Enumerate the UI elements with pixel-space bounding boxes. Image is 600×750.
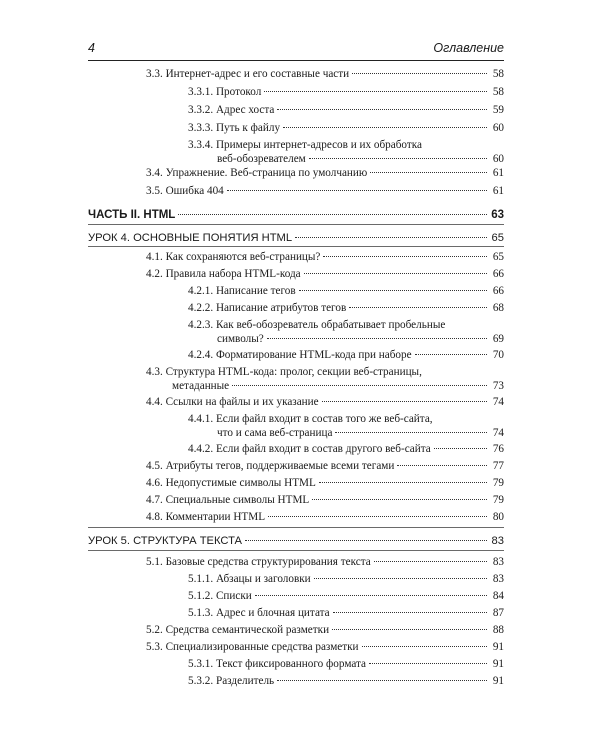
leader-dots bbox=[283, 127, 487, 128]
toc-entry-3-3-1[interactable] bbox=[188, 85, 504, 99]
entry-page: 91 bbox=[492, 641, 504, 653]
entry-title: 4.6. Недопустимые символы HTML bbox=[146, 477, 316, 489]
entry-page: 61 bbox=[492, 167, 504, 179]
section-rule bbox=[88, 527, 504, 528]
leader-dots bbox=[264, 91, 487, 92]
entry-title-cont: метаданные bbox=[172, 380, 230, 392]
entry-page: 88 bbox=[492, 624, 504, 636]
leader-dots bbox=[178, 214, 487, 215]
entry-page: 83 bbox=[492, 573, 504, 585]
toc-entry-4-6[interactable] bbox=[146, 476, 504, 490]
leader-dots bbox=[369, 663, 487, 664]
entry-title: 3.3.2. Адрес хоста bbox=[188, 104, 275, 116]
toc-entry-5-1-1[interactable] bbox=[188, 572, 504, 586]
toc-entry-3-3[interactable] bbox=[146, 67, 504, 81]
entry-title-cont: символы? bbox=[217, 333, 264, 345]
entry-page: 69 bbox=[492, 333, 504, 345]
entry-page: 61 bbox=[492, 185, 504, 197]
leader-dots bbox=[295, 237, 487, 238]
entry-title: 5.1. Базовые средства структурирования текста bbox=[146, 556, 371, 568]
toc-entry-3-3-2[interactable] bbox=[188, 103, 504, 117]
entry-page: 70 bbox=[492, 349, 504, 361]
leader-dots bbox=[312, 499, 487, 500]
toc-entry-5-3-1[interactable] bbox=[188, 657, 504, 671]
entry-page: 66 bbox=[492, 268, 504, 280]
leader-dots bbox=[335, 432, 487, 433]
entry-page: 73 bbox=[492, 380, 504, 392]
leader-dots bbox=[370, 172, 487, 173]
leader-dots bbox=[333, 612, 487, 613]
leader-dots bbox=[268, 516, 487, 517]
leader-dots bbox=[319, 482, 487, 483]
leader-dots bbox=[349, 307, 487, 308]
toc-entry-4-3[interactable] bbox=[146, 365, 504, 393]
toc-entry-5-3[interactable] bbox=[146, 640, 504, 654]
toc-entry-3-3-4[interactable] bbox=[188, 138, 504, 166]
entry-title: 4.2. Правила набора HTML-кода bbox=[146, 268, 301, 280]
entry-page: 84 bbox=[492, 590, 504, 602]
toc-entry-4-2-3[interactable] bbox=[188, 318, 504, 346]
toc-entry-5-3-2[interactable] bbox=[188, 674, 504, 688]
leader-dots bbox=[434, 448, 487, 449]
toc-entry-4-2-4[interactable] bbox=[188, 348, 504, 362]
entry-title: 4.4. Ссылки на файлы и их указание bbox=[146, 396, 319, 408]
toc-entry-5-2[interactable] bbox=[146, 623, 504, 637]
leader-dots bbox=[267, 338, 487, 339]
toc-entry-4-5[interactable] bbox=[146, 459, 504, 473]
toc-entry-4-8[interactable] bbox=[146, 510, 504, 524]
entry-title: 3.3.4. Примеры интернет-адресов и их обработка bbox=[188, 139, 422, 151]
entry-page: 80 bbox=[492, 511, 504, 523]
leader-dots bbox=[277, 680, 487, 681]
entry-page: 59 bbox=[492, 104, 504, 116]
running-title: Оглавление bbox=[433, 41, 504, 55]
entry-page: 79 bbox=[492, 494, 504, 506]
leader-dots bbox=[304, 273, 487, 274]
leader-dots bbox=[322, 401, 487, 402]
entry-page: 79 bbox=[492, 477, 504, 489]
toc-lesson-4[interactable] bbox=[88, 231, 504, 245]
toc-entry-4-4-1[interactable] bbox=[188, 412, 504, 440]
entry-title: 5.3.1. Текст фиксированного формата bbox=[188, 658, 366, 670]
leader-dots bbox=[255, 595, 487, 596]
entry-title: 4.1. Как сохраняются веб-страницы? bbox=[146, 251, 321, 263]
entry-title: 5.1.3. Адрес и блочная цитата bbox=[188, 607, 330, 619]
entry-page: 91 bbox=[492, 675, 504, 687]
entry-page: 83 bbox=[491, 535, 504, 547]
leader-dots bbox=[245, 540, 487, 541]
entry-title: 5.1.1. Абзацы и заголовки bbox=[188, 573, 311, 585]
leader-dots bbox=[314, 578, 487, 579]
entry-page: 65 bbox=[491, 232, 504, 244]
toc-entry-4-2[interactable] bbox=[146, 267, 504, 281]
leader-dots bbox=[232, 385, 487, 386]
leader-dots bbox=[323, 256, 487, 257]
entry-page: 74 bbox=[492, 427, 504, 439]
toc-entry-4-2-2[interactable] bbox=[188, 301, 504, 315]
entry-title: 4.2.1. Написание тегов bbox=[188, 285, 296, 297]
entry-page: 76 bbox=[492, 443, 504, 455]
entry-title: 4.2.4. Форматирование HTML-кода при наборе bbox=[188, 349, 412, 361]
toc-entry-4-7[interactable] bbox=[146, 493, 504, 507]
toc-entry-4-4[interactable] bbox=[146, 395, 504, 409]
toc-entry-4-2-1[interactable] bbox=[188, 284, 504, 298]
leader-dots bbox=[309, 158, 487, 159]
toc-entry-4-4-2[interactable] bbox=[188, 442, 504, 456]
entry-page: 68 bbox=[492, 302, 504, 314]
leader-dots bbox=[227, 190, 487, 191]
leader-dots bbox=[277, 109, 487, 110]
lesson-title: УРОК 5. СТРУКТУРА ТЕКСТА bbox=[88, 535, 243, 547]
entry-page: 87 bbox=[492, 607, 504, 619]
entry-page: 58 bbox=[492, 68, 504, 80]
entry-title: 3.3. Интернет-адрес и его составные части bbox=[146, 68, 350, 80]
entry-title: 4.4.1. Если файл входит в состав того же веб-сайта, bbox=[188, 413, 433, 425]
entry-page: 91 bbox=[492, 658, 504, 670]
leader-dots bbox=[362, 646, 487, 647]
toc-entry-4-1[interactable] bbox=[146, 250, 504, 264]
entry-page: 60 bbox=[492, 122, 504, 134]
entry-title: 4.4.2. Если файл входит в состав другого веб-сайта bbox=[188, 443, 431, 455]
entry-title: 4.3. Структура HTML-кода: пролог, секции веб-страницы, bbox=[146, 366, 422, 378]
entry-title: 4.2.3. Как веб-обозреватель обрабатывает пробельные bbox=[188, 319, 446, 331]
section-rule bbox=[88, 246, 504, 247]
entry-title: 4.7. Специальные символы HTML bbox=[146, 494, 310, 506]
lesson-title: УРОК 4. ОСНОВНЫЕ ПОНЯТИЯ HTML bbox=[88, 232, 293, 244]
entry-title: 3.5. Ошибка 404 bbox=[146, 185, 224, 197]
leader-dots bbox=[397, 465, 487, 466]
entry-title: 4.8. Комментарии HTML bbox=[146, 511, 266, 523]
entry-title: 5.3.2. Разделитель bbox=[188, 675, 275, 687]
entry-page: 83 bbox=[492, 556, 504, 568]
leader-dots bbox=[299, 290, 487, 291]
toc-entry-5-1[interactable] bbox=[146, 555, 504, 569]
toc-entry-3-4[interactable] bbox=[146, 166, 504, 180]
entry-page: 77 bbox=[492, 460, 504, 472]
entry-page: 58 bbox=[492, 86, 504, 98]
entry-page: 60 bbox=[492, 153, 504, 165]
part-title: ЧАСТЬ II. HTML bbox=[88, 209, 176, 221]
entry-title: 3.3.1. Протокол bbox=[188, 86, 262, 98]
entry-page: 65 bbox=[492, 251, 504, 263]
entry-page: 66 bbox=[492, 285, 504, 297]
entry-page: 74 bbox=[492, 396, 504, 408]
entry-title-cont: что и сама веб-страница bbox=[217, 427, 333, 439]
entry-title: 4.2.2. Написание атрибутов тегов bbox=[188, 302, 347, 314]
toc-entry-3-5[interactable] bbox=[146, 184, 504, 198]
section-rule bbox=[88, 224, 504, 225]
toc-part-2[interactable] bbox=[88, 208, 504, 222]
entry-title: 3.3.3. Путь к файлу bbox=[188, 122, 281, 134]
leader-dots bbox=[332, 629, 487, 630]
leader-dots bbox=[352, 73, 487, 74]
section-rule bbox=[88, 550, 504, 551]
entry-title: 5.2. Средства семантической разметки bbox=[146, 624, 330, 636]
page-number: 4 bbox=[88, 41, 95, 55]
entry-title: 5.3. Специализированные средства разметки bbox=[146, 641, 359, 653]
leader-dots bbox=[374, 561, 487, 562]
toc-entry-5-1-3[interactable] bbox=[188, 606, 504, 620]
entry-title: 5.1.2. Списки bbox=[188, 590, 252, 602]
entry-title-cont: веб-обозревателем bbox=[217, 153, 306, 165]
entry-title: 3.4. Упражнение. Веб-страница по умолчанию bbox=[146, 167, 368, 179]
entry-page: 63 bbox=[491, 209, 504, 221]
toc-lesson-5[interactable] bbox=[88, 534, 504, 548]
entry-title: 4.5. Атрибуты тегов, поддерживаемые всеми тегами bbox=[146, 460, 395, 472]
toc-entry-5-1-2[interactable] bbox=[188, 589, 504, 603]
toc-entry-3-3-3[interactable] bbox=[188, 121, 504, 135]
leader-dots bbox=[415, 354, 487, 355]
